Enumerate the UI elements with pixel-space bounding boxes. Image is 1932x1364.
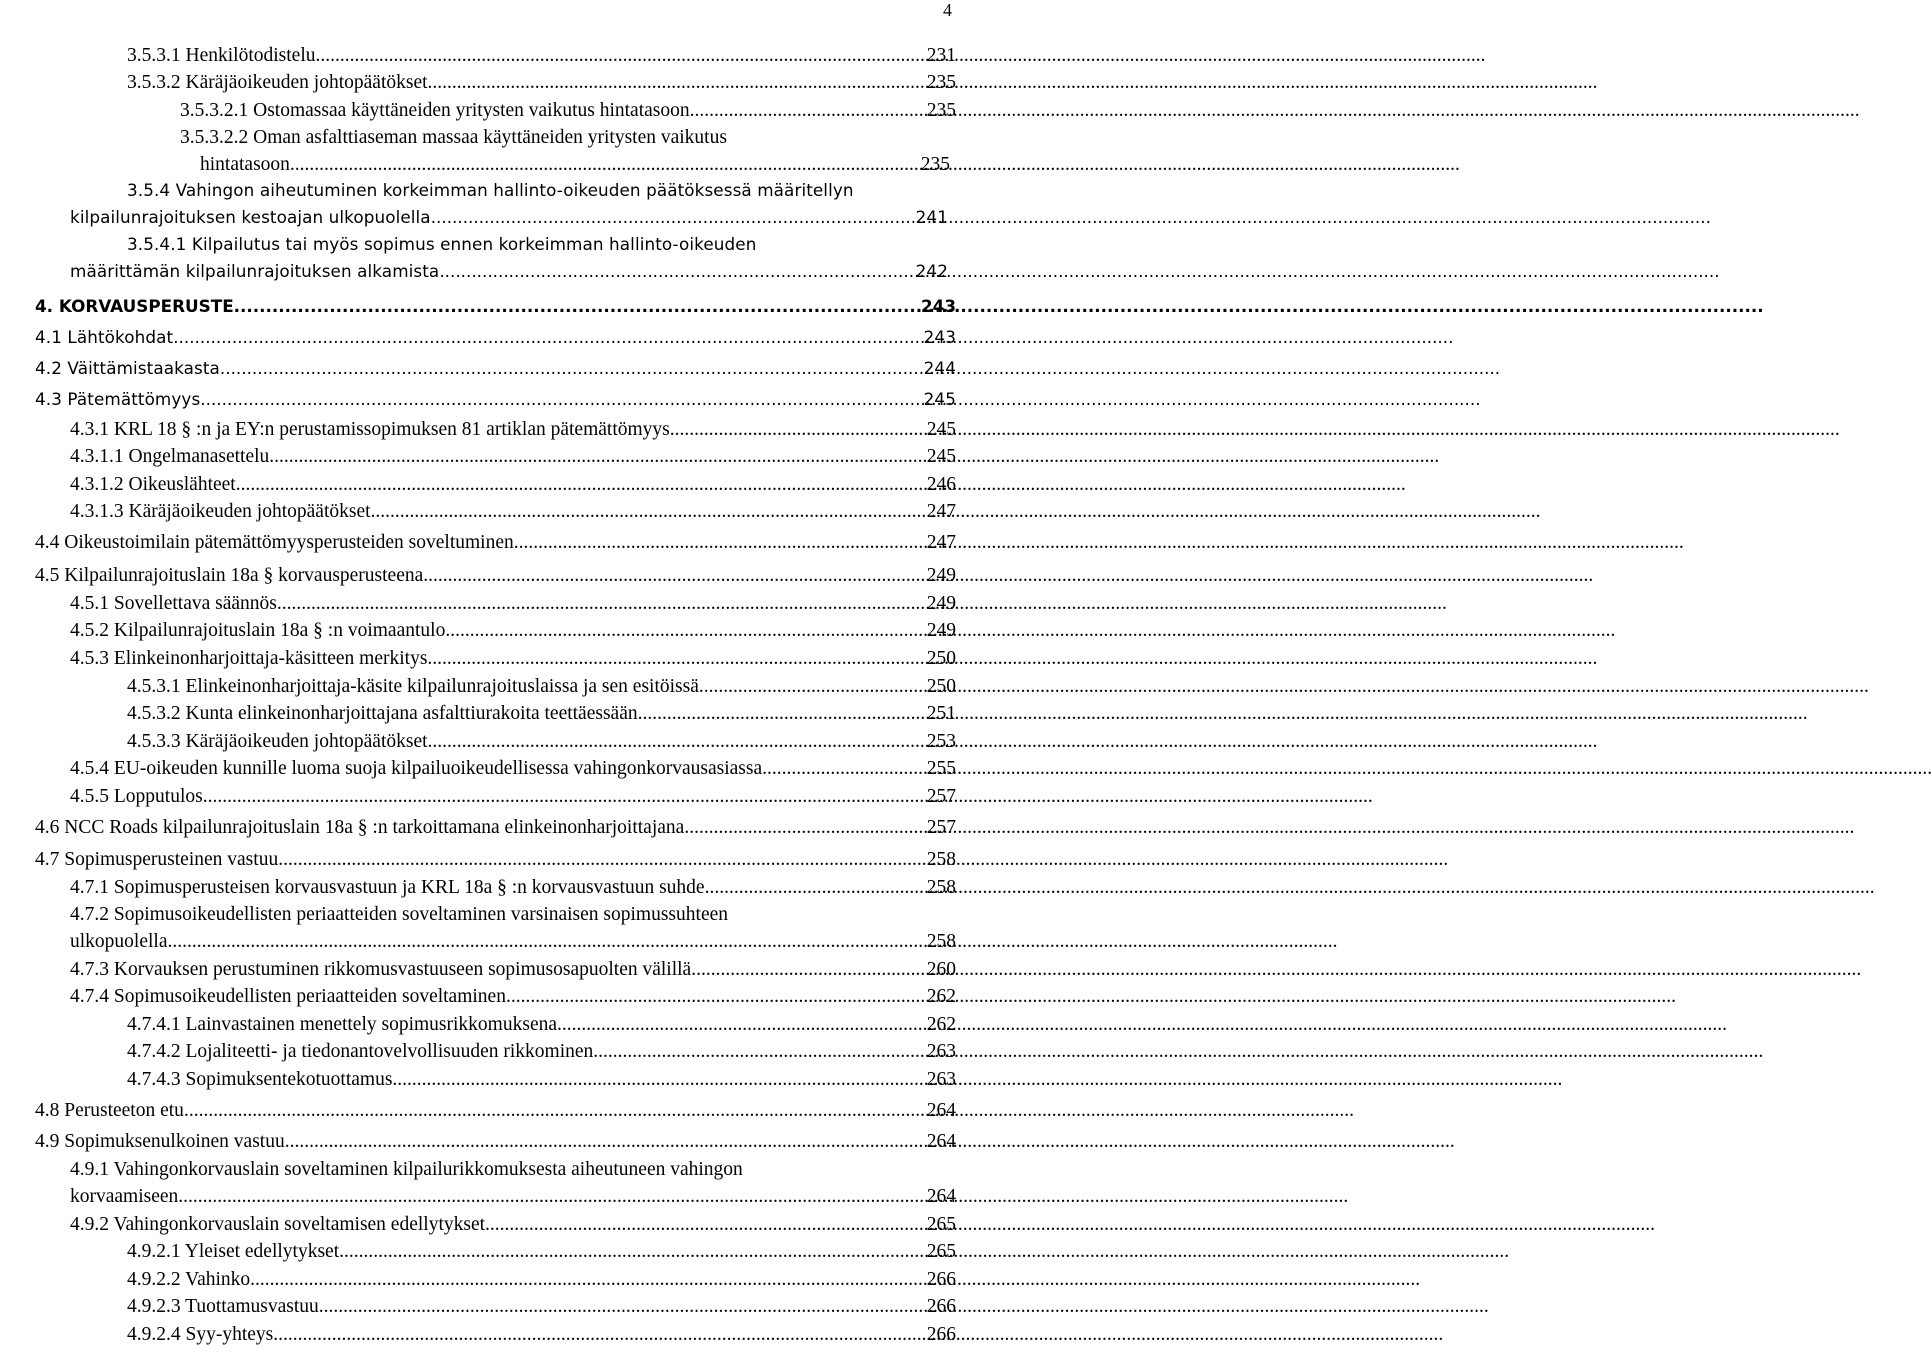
toc-entry-title: 4.7.1 Sopimusperusteisen korvausvastuun ja KRL 18a § :n korvausvastuun suhde	[70, 877, 705, 898]
toc-entry-page: 266	[926, 1296, 956, 1317]
toc-entry-page: 260	[926, 959, 956, 980]
toc-entry[interactable]	[0, 1266, 956, 1293]
toc-entry[interactable]	[0, 673, 956, 700]
dot-leader	[203, 783, 927, 810]
toc-entry-title: 4.6 NCC Roads kilpailunrajoituslain 18a § :n tarkoittamana elinkeinonharjoittajana	[35, 817, 685, 838]
toc-entry-page: 258	[926, 877, 956, 898]
toc-entry-title: 4.3.1.2 Oikeuslähteet	[70, 474, 236, 495]
toc-entry-page: 249	[926, 565, 956, 586]
toc-entry-page: 243	[923, 327, 956, 347]
toc-entry-title: 4.9.2.2 Vahinko	[127, 1269, 251, 1290]
dot-leader	[428, 728, 927, 755]
toc-entry-title: 4.9.2 Vahingonkorvauslain soveltamisen edellytykset	[70, 1214, 486, 1235]
toc-entry-title: kilpailunrajoituksen kestoajan ulkopuolella	[70, 207, 431, 227]
toc-entry-page: 264	[926, 1186, 956, 1207]
toc-entry-title: ulkopuolella	[70, 931, 168, 952]
toc-entry-title: 4.2 Väittämistaakasta	[35, 358, 220, 378]
dot-leader	[178, 1183, 926, 1210]
dot-leader	[428, 69, 927, 96]
toc-entry-title: 3.5.3.2 Käräjäoikeuden johtopäätökset	[127, 72, 428, 93]
toc-entry-title: 3.5.3.1 Henkilötodistelu	[127, 45, 316, 66]
toc-entry-title: 4.3.1 KRL 18 § :n ja EY:n perustamissopimuksen 81 artiklan pätemättömyys	[70, 419, 670, 440]
dot-leader	[485, 1211, 927, 1238]
toc-entry-page: 266	[926, 1324, 956, 1345]
dot-leader	[316, 42, 927, 69]
toc-entry-page: 257	[926, 786, 956, 807]
toc-entry-page: 258	[926, 849, 956, 870]
toc-entry[interactable]	[0, 177, 948, 231]
document-page	[0, 0, 960, 1364]
dot-leader	[514, 529, 927, 556]
toc-entry-page: 235	[926, 72, 956, 93]
toc-entry-title: 4.7.4.3 Sopimuksentekotuottamus	[127, 1069, 393, 1090]
toc-entry[interactable]	[0, 755, 956, 782]
dot-leader	[638, 700, 927, 727]
toc-entry[interactable]	[0, 42, 956, 69]
toc-entry-page: 235	[926, 100, 956, 121]
toc-entry-title: 4.7.3 Korvauksen perustuminen rikkomusvastuuseen sopimusosapuolten välillä	[70, 959, 692, 980]
toc-entry-page: 251	[926, 703, 956, 724]
dot-leader	[173, 324, 923, 351]
dot-leader	[371, 498, 927, 525]
toc-entry-page: 244	[923, 358, 956, 378]
toc-entry[interactable]	[0, 498, 956, 525]
dot-leader	[690, 97, 927, 124]
toc-entry-page: 245	[926, 419, 956, 440]
toc-entry[interactable]	[0, 814, 956, 841]
toc-entry-title: 4.7 Sopimusperusteinen vastuu	[35, 849, 279, 870]
toc-entry[interactable]	[0, 471, 956, 498]
toc-entry[interactable]	[0, 1321, 956, 1348]
toc-entry-title: 4.5.3.1 Elinkeinonharjoittaja-käsite kilpailunrajoituslaissa ja sen esitöissä	[127, 676, 699, 697]
toc-entry-page: 258	[926, 931, 956, 952]
toc-entry[interactable]	[0, 956, 956, 983]
toc-entry-title: korvaamiseen	[70, 1186, 179, 1207]
toc-entry[interactable]	[0, 783, 956, 810]
toc-entry[interactable]	[0, 1211, 956, 1238]
dot-leader	[167, 928, 926, 955]
toc-entry-title: 4.9 Sopimuksenulkoinen vastuu	[35, 1131, 285, 1152]
toc-entry-title: 4.3 Pätemättömyys	[35, 389, 201, 409]
toc-entry[interactable]	[0, 1038, 956, 1065]
dot-leader	[319, 1293, 927, 1320]
toc-entry-title-line: 3.5.3.2.2 Oman asfalttiaseman massaa käyttäneiden yritysten vaikutus	[180, 127, 727, 148]
dot-leader	[423, 562, 926, 589]
toc-entry-page: 257	[926, 817, 956, 838]
toc-entry-page: 265	[926, 1214, 956, 1235]
toc-entry-page: 264	[926, 1131, 956, 1152]
toc-entry[interactable]	[0, 97, 956, 124]
toc-entry[interactable]	[0, 617, 956, 644]
toc-entry-page: 249	[926, 620, 956, 641]
toc-entry-page: 246	[926, 474, 956, 495]
toc-entry-title: 4.5.3 Elinkeinonharjoittaja-käsitteen merkitys	[70, 648, 428, 669]
dot-leader	[273, 1321, 927, 1348]
dot-leader	[439, 258, 915, 285]
page-number: 4	[943, 0, 952, 20]
dot-leader	[506, 983, 927, 1010]
toc-entry-title: 4.7.4 Sopimusoikeudellisten periaatteiden soveltaminen	[70, 986, 506, 1007]
toc-entry[interactable]	[0, 645, 956, 672]
toc-entry-title: 4.8 Perusteeton etu	[35, 1100, 184, 1121]
dot-leader	[200, 386, 923, 413]
toc-entry[interactable]	[0, 1066, 956, 1093]
dot-leader	[691, 956, 927, 983]
dot-leader	[290, 151, 921, 178]
toc-entry[interactable]	[0, 324, 956, 351]
toc-entry-title: 4.5.4 EU-oikeuden kunnille luoma suoja kilpailuoikeudellisessa vahingonkorvausasiassa	[70, 758, 763, 779]
toc-entry-title: 4.5 Kilpailunrajoituslain 18a § korvausperusteena	[35, 565, 424, 586]
toc-entry-title: 4.3.1.1 Ongelmanasettelu	[70, 446, 270, 467]
toc-entry-title: 4.4 Oikeustoimilain pätemättömyysperusteiden soveltuminen	[35, 532, 514, 553]
toc-entry-page: 231	[926, 45, 956, 66]
dot-leader	[250, 1266, 927, 1293]
toc-entry-title: 4.1 Lähtökohdat	[35, 327, 174, 347]
toc-entry[interactable]	[0, 983, 956, 1010]
dot-leader	[762, 755, 927, 782]
toc-entry-title: 4.5.3.3 Käräjäoikeuden johtopäätökset	[127, 731, 428, 752]
dot-leader	[670, 416, 927, 443]
toc-entry-title: 4.3.1.3 Käräjäoikeuden johtopäätökset	[70, 501, 371, 522]
toc-entry-page: 253	[926, 731, 956, 752]
toc-entry-title: 4.9.2.4 Syy-yhteys	[127, 1324, 274, 1345]
dot-leader	[234, 293, 921, 320]
toc-entry[interactable]	[0, 590, 956, 617]
toc-entry[interactable]	[0, 901, 956, 955]
dot-leader	[445, 617, 926, 644]
toc-entry[interactable]	[0, 355, 956, 382]
toc-entry-title: 4.9.2.3 Tuottamusvastuu	[127, 1296, 319, 1317]
toc-entry-page: 263	[926, 1069, 956, 1090]
dot-leader	[277, 590, 927, 617]
toc-entry[interactable]	[0, 231, 948, 285]
dot-leader	[285, 1128, 927, 1155]
toc-entry[interactable]	[0, 1097, 956, 1124]
toc-entry-page: 264	[926, 1100, 956, 1121]
dot-leader	[278, 846, 927, 873]
toc-entry[interactable]	[0, 728, 956, 755]
toc-entry[interactable]	[0, 69, 956, 96]
toc-entry-page: 255	[926, 758, 956, 779]
toc-entry-page: 245	[926, 446, 956, 467]
toc-entry-page: 242	[915, 261, 948, 281]
toc-entry-page: 250	[926, 676, 956, 697]
toc-entry-page: 263	[926, 1041, 956, 1062]
toc-entry-title-line: 4.7.2 Sopimusoikeudellisten periaatteiden soveltaminen varsinaisen sopimussuhteen	[70, 904, 729, 925]
toc-entry-title: määrittämän kilpailunrajoituksen alkamista	[70, 261, 440, 281]
toc-entry[interactable]	[0, 293, 956, 320]
toc-entry-page: 241	[915, 207, 948, 227]
dot-leader	[427, 645, 926, 672]
toc-entry-title: 4.5.2 Kilpailunrajoituslain 18a § :n voimaantulo	[70, 620, 446, 641]
dot-leader	[184, 1097, 927, 1124]
dot-leader	[699, 673, 927, 700]
dot-leader	[339, 1238, 927, 1265]
toc-entry[interactable]	[0, 416, 956, 443]
dot-leader	[392, 1066, 926, 1093]
toc-entry[interactable]	[0, 1128, 956, 1155]
toc-entry[interactable]	[0, 1293, 956, 1320]
dot-leader	[431, 204, 916, 231]
toc-entry[interactable]	[0, 386, 956, 413]
toc-entry-page: 247	[926, 532, 956, 553]
toc-entry[interactable]	[0, 700, 956, 727]
toc-entry-title: 4.7.4.1 Lainvastainen menettely sopimusrikkomuksena	[127, 1014, 557, 1035]
dot-leader	[269, 443, 926, 470]
toc-entry-title: 4.9.2.1 Yleiset edellytykset	[127, 1241, 340, 1262]
toc-entry-page: 235	[920, 154, 950, 175]
toc-entry[interactable]	[0, 529, 956, 556]
toc-entry-page: 243	[920, 296, 956, 316]
toc-entry[interactable]	[0, 1156, 956, 1210]
toc-entry-title: 3.5.3.2.1 Ostomassaa käyttäneiden yritysten vaikutus hintatasoon	[180, 100, 690, 121]
toc-entry-title-line: 3.5.4.1 Kilpailutus tai myös sopimus ennen korkeimman hallinto-oikeuden	[127, 234, 757, 254]
dot-leader	[593, 1038, 926, 1065]
toc-entry-page: 262	[926, 986, 956, 1007]
dot-leader	[220, 355, 924, 382]
dot-leader	[705, 874, 927, 901]
dot-leader	[557, 1011, 927, 1038]
toc-entry[interactable]	[0, 1011, 956, 1038]
toc-entry-page: 262	[926, 1014, 956, 1035]
toc-entry-page: 265	[926, 1241, 956, 1262]
toc-entry-title-line: 3.5.4 Vahingon aiheutuminen korkeimman hallinto-oikeuden päätöksessä määritellyn	[127, 180, 854, 200]
toc-entry[interactable]	[0, 1238, 956, 1265]
toc-entry-title: 4.5.5 Lopputulos	[70, 786, 203, 807]
toc-entry-title: 4.7.4.2 Lojaliteetti- ja tiedonantovelvollisuuden rikkominen	[127, 1041, 594, 1062]
toc-entry-page: 247	[926, 501, 956, 522]
toc-entry[interactable]	[0, 124, 950, 178]
toc-entry-page: 250	[926, 648, 956, 669]
toc-entry-page: 249	[926, 593, 956, 614]
toc-entry[interactable]	[0, 846, 956, 873]
dot-leader	[236, 471, 927, 498]
toc-entry[interactable]	[0, 874, 956, 901]
dot-leader	[684, 814, 926, 841]
toc-entry-title-line: 4.9.1 Vahingonkorvauslain soveltaminen kilpailurikkomuksesta aiheutuneen vahingon	[70, 1159, 743, 1180]
toc-entry-title: 4.5.3.2 Kunta elinkeinonharjoittajana asfalttiurakoita teettäessään	[127, 703, 638, 724]
toc-entry[interactable]	[0, 562, 956, 589]
toc-entry-title: 4.5.1 Sovellettava säännös	[70, 593, 277, 614]
toc-entry[interactable]	[0, 443, 956, 470]
toc-entry-title: 4. KORVAUSPERUSTE	[35, 296, 234, 316]
toc-entry-page: 245	[923, 389, 956, 409]
toc-entry-page: 266	[926, 1269, 956, 1290]
toc-entry-title: hintatasoon	[200, 154, 290, 175]
